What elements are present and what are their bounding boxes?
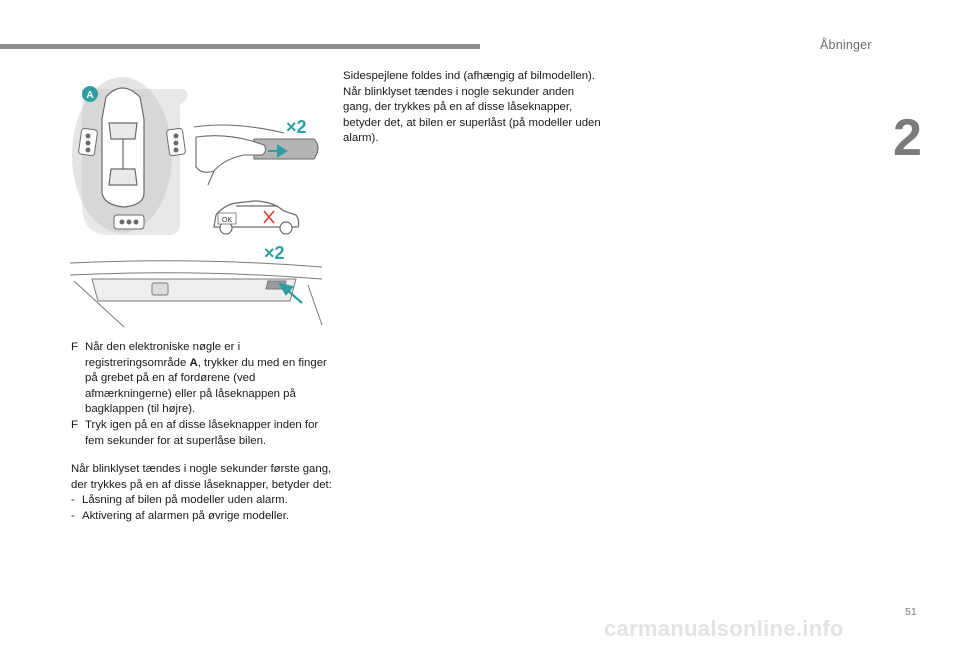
- step-text: Tryk igen på en af disse låseknapper inden for fem sekunder for at superlåse bilen.: [85, 418, 319, 447]
- zone-a-label: A: [86, 90, 94, 101]
- indicator-intro: Når blinklyset tændes i nogle sekunder første gang, der trykkes på en af disse låseknapper, betyder det:: [71, 463, 332, 491]
- car-top-view: [102, 88, 144, 207]
- handle-multiplier: ×2: [286, 117, 307, 137]
- step-text: Når den elektroniske nøgle er i registreringsområde A, trykker du med en finger på grebet på en af fordørene (ved afmærkningerne) eller på låseknappen på bagklappen (til højre).: [85, 341, 327, 416]
- mirror-fold-note: Sidespejlene foldes ind (afhængig af bilmodellen).: [343, 70, 596, 82]
- tailgate-multiplier: ×2: [264, 243, 285, 263]
- indicator-note: [71, 462, 333, 524]
- page-number: 51: [905, 606, 917, 618]
- bullet-icon: F: [71, 341, 78, 353]
- superlock-note: Når blinklyset tændes i nogle sekunder anden gang, der trykkes på en af disse låseknapper, betyder det, at bilen er superlåst (på modeller uden alarm).: [343, 85, 601, 145]
- key-fob-left: [78, 128, 97, 156]
- car-badge: OK: [221, 217, 233, 224]
- list-item-text: Aktivering af alarmen på øvrige modeller.: [82, 509, 290, 522]
- dash-marker: -: [71, 494, 75, 507]
- header-rule: [0, 44, 480, 49]
- list-item: [71, 493, 333, 509]
- tailgate-view: [70, 261, 322, 327]
- right-column-text: [343, 69, 603, 147]
- locking-illustration: [64, 75, 326, 337]
- instruction-step: [71, 340, 333, 418]
- instruction-step: [71, 418, 333, 449]
- instruction-list: [71, 340, 333, 449]
- watermark: carmanualsonline.info: [604, 616, 844, 641]
- list-item: [71, 509, 333, 525]
- key-fob-rear: [114, 215, 144, 229]
- chapter-number: 2: [893, 109, 922, 167]
- zone-reference: A: [189, 356, 198, 369]
- list-item-text: Låsning af bilen på modeller uden alarm.: [82, 494, 288, 507]
- section-title: Åbninger: [820, 38, 872, 52]
- key-fob-right: [166, 128, 185, 156]
- bullet-icon: F: [71, 418, 78, 431]
- dash-marker: -: [71, 509, 75, 522]
